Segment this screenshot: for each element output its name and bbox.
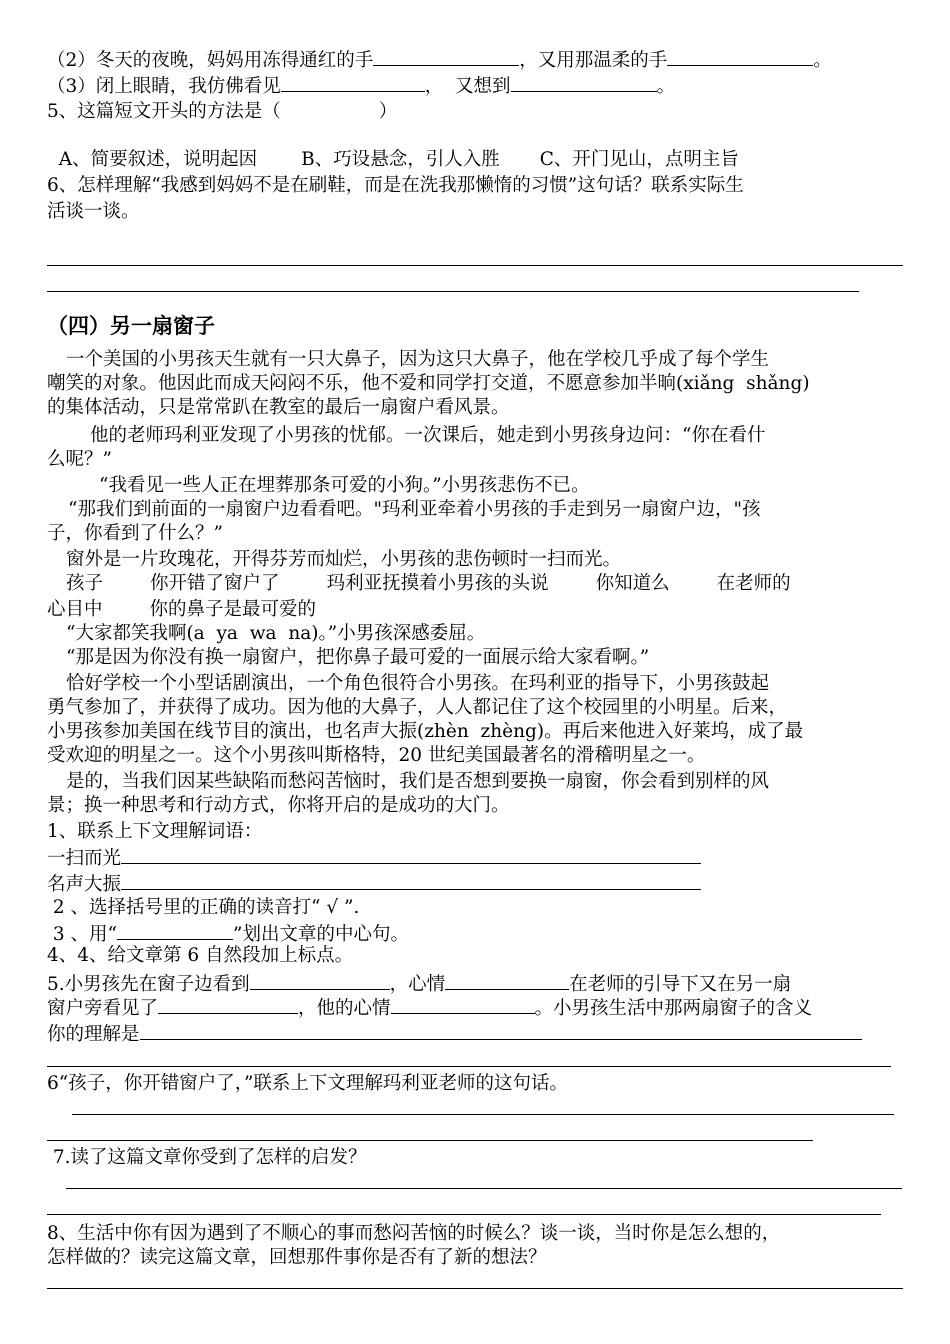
question-5-stem: 5、这篇短文开头的方法是（ ） [47,98,397,124]
passage-line: “我看见一些人正在埋葬那条可爱的小狗。”小男孩悲伤不已。 [99,475,590,496]
passage-line: 是的，当我们因某些缺陷而愁闷苦恼时，我们是否想到要换一扇窗，你会看到别样的风 [66,771,770,792]
question-5-line1: 5.小男孩先在窗子边看到 ，心情 在老师的引导下又在另一扇 [47,970,791,997]
choice-blank[interactable] [281,98,379,117]
question-5-options [47,124,907,172]
answer-line[interactable] [47,1214,881,1215]
fill-in-line-3: （3）闭上眼睛，我仿佛看见 ， 又想到 。 [47,72,675,99]
passage-line: 子，你看到了什么？” [47,523,223,544]
answer-blank[interactable] [445,970,569,990]
question-8-line2: 怎样做的？读完这篇文章，回想那件事你是否有了新的想法？ [47,1247,547,1268]
question-1a: 一扫而光 [47,844,701,871]
answer-blank[interactable] [121,870,701,890]
question-3: 3 、用“ ”划出文章的中心句。 [47,920,409,947]
passage-line: 勇气参加了，并获得了成功。因为他的大鼻子，人人都记住了这个校园里的小明星。后来， [47,697,788,718]
passage-line: 小男孩参加美国在线节目的演出，也名声大振(zhèn zhèng)。再后来他进入好莱坞，成了最 [47,721,804,742]
answer-line[interactable] [66,1188,902,1189]
passage-line: 景；换一种思考和行动方式，你将开启的是成功的大门。 [47,795,510,816]
passage-line: 孩子 你开错了窗户了 玛利亚抚摸着小男孩的头说 你知道么 在老师的 [66,573,791,594]
question-6-line2: 活谈一谈。 [47,201,140,222]
passage-line: 恰好学校一个小型话剧演出，一个角色很符合小男孩。在玛利亚的指导下，小男孩鼓起 [66,673,770,694]
question-8-line1: 8、生活中你有因为遇到了不顺心的事而愁闷苦恼的时候么？谈一谈，当时你是怎么想的， [47,1223,781,1244]
passage-line: “大家都笑我啊(a ya wa na)。”小男孩深感委屈。 [66,623,486,644]
passage-line: 嘲笑的对象。他因此而成天闷闷不乐，他不爱和同学打交道，不愿意参加半晌(xiǎng shǎng) [47,373,810,394]
passage-line: 受欢迎的明星之一。这个小男孩叫斯格特，20 世纪美国最著名的滑稽明星之一。 [47,745,706,766]
passage-line: “那是因为你没有换一扇窗户，把你鼻子最可爱的一面展示给大家看啊。” [66,647,650,668]
answer-line[interactable] [47,1140,813,1141]
question-7: 7.读了这篇文章你受到了怎样的启发？ [47,1147,367,1168]
fill-in-line-2: （2）冬天的夜晚，妈妈用冻得通红的手 ，又用那温柔的手 。 [47,46,832,73]
option-b[interactable]: B、巧设悬念，引人入胜 [301,149,500,170]
passage-line: 的集体活动，只是常常趴在教室的最后一扇窗户看风景。 [47,397,510,418]
question-5-line3: 你的理解是 [47,1020,862,1047]
answer-blank[interactable] [158,994,298,1014]
question-6: 6“孩子，你开错窗户了，”联系上下文理解玛利亚老师的这句话。 [47,1073,568,1094]
answer-blank[interactable] [117,920,233,940]
question-1: 1、联系上下文理解词语： [47,821,263,842]
question-1b: 名声大振 [47,870,701,897]
passage-line: 他的老师玛利亚发现了小男孩的忧郁。一次课后，她走到小男孩身边问：“你在看什 [90,425,766,446]
answer-blank[interactable] [250,970,390,990]
passage-line: 窗外是一片玫瑰花，开得芬芳而灿烂，小男孩的悲伤顿时一扫而光。 [66,549,622,570]
passage-line: 么呢？” [47,449,112,470]
question-6-line1: 6、怎样理解“我感到妈妈不是在刷鞋，而是在洗我那懒惰的习惯”这句话？联系实际生 [47,175,744,196]
answer-blank[interactable] [391,994,535,1014]
answer-blank[interactable] [667,46,813,66]
answer-line[interactable] [47,1066,891,1067]
section-title: （四）另一扇窗子 [47,313,215,338]
answer-line[interactable] [72,1114,894,1115]
question-5-line2: 窗户旁看见了 ，他的心情 。小男孩生活中那两扇窗子的含义 [47,994,812,1021]
answer-blank[interactable] [373,46,519,66]
question-4: 4、4、给文章第 6 自然段加上标点。 [47,945,354,966]
answer-blank[interactable] [121,844,701,864]
answer-blank[interactable] [511,72,657,92]
question-2: 2 、选择括号里的正确的读音打“ √ ”. [47,897,360,918]
answer-blank[interactable] [281,72,425,92]
answer-line[interactable] [47,291,859,292]
option-a[interactable]: A、简要叙述，说明起因 [58,149,258,170]
passage-line: “那我们到前面的一扇窗户边看看吧。"玛利亚牵着小男孩的手走到另一扇窗户边，"孩 [68,499,761,520]
passage-line: 一个美国的小男孩天生就有一只大鼻子，因为这只大鼻子，他在学校几乎成了每个学生 [66,349,770,370]
answer-line[interactable] [47,1288,903,1289]
answer-blank[interactable] [140,1020,862,1040]
passage-line: 心目中 你的鼻子是最可爱的 [47,599,317,620]
option-c[interactable]: C、开门见山，点明主旨 [539,149,739,170]
answer-line[interactable] [47,265,903,266]
